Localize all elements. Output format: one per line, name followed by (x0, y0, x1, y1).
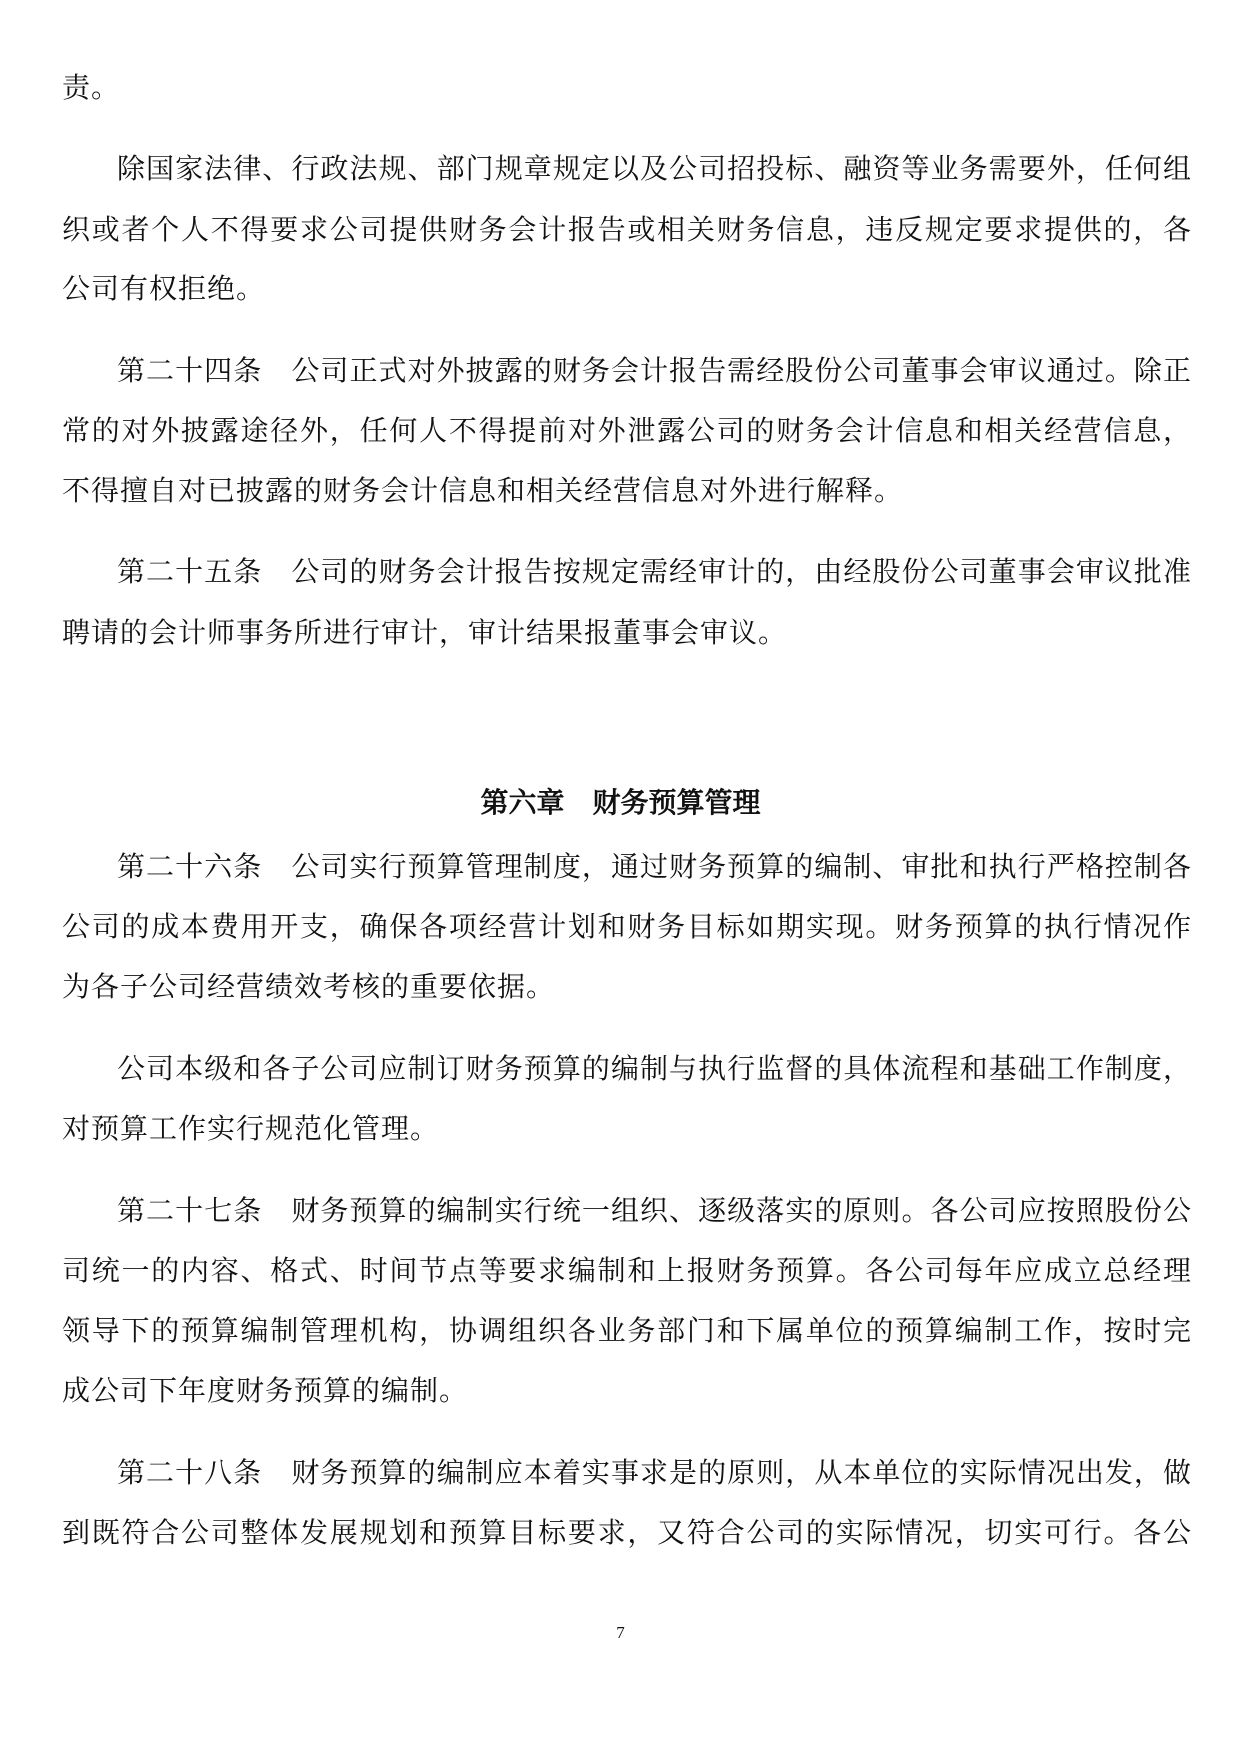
text-line: 成公司下年度财务预算的编制。 (62, 1374, 469, 1407)
text-line: 司统一的内容、格式、时间节点等要求编制和上报财务预算。各公司每年应成立总经理 (62, 1254, 1192, 1287)
text-line: 第二十四条 公司正式对外披露的财务会计报告需经股份公司董事会审议通过。除正 (117, 354, 1192, 387)
text-line: 除国家法律、行政法规、部门规章规定以及公司招投标、融资等业务需要外，任何组 (117, 152, 1192, 185)
text-line: 责。 (62, 71, 121, 104)
text-line: 聘请的会计师事务所进行审计，审计结果报董事会审议。 (62, 616, 788, 649)
text-line: 第二十五条 公司的财务会计报告按规定需经审计的，由经股份公司董事会审议批准 (117, 555, 1192, 588)
text-line: 公司本级和各子公司应制订财务预算的编制与执行监督的具体流程和基础工作制度， (117, 1052, 1192, 1085)
page-number: 7 (616, 1623, 625, 1642)
text-line: 第二十八条 财务预算的编制应本着实事求是的原则，从本单位的实际情况出发，做 (117, 1456, 1192, 1489)
chapter-title: 第六章 财务预算管理 (480, 786, 761, 819)
text-line: 到既符合公司整体发展规划和预算目标要求，又符合公司的实际情况，切实可行。各公 (62, 1516, 1192, 1549)
text-line: 公司的成本费用开支，确保各项经营计划和财务目标如期实现。财务预算的执行情况作 (62, 910, 1192, 943)
text-line: 第二十六条 公司实行预算管理制度，通过财务预算的编制、审批和执行严格控制各 (117, 850, 1192, 883)
text-line: 为各子公司经营绩效考核的重要依据。 (62, 970, 556, 1003)
text-line: 常的对外披露途径外，任何人不得提前对外泄露公司的财务会计信息和相关经营信息， (62, 414, 1192, 447)
text-line: 织或者个人不得要求公司提供财务会计报告或相关财务信息，违反规定要求提供的，各 (62, 213, 1192, 246)
text-line: 不得擅自对已披露的财务会计信息和相关经营信息对外进行解释。 (62, 474, 904, 507)
text-line: 公司有权拒绝。 (62, 272, 266, 305)
text-line: 领导下的预算编制管理机构，协调组织各业务部门和下属单位的预算编制工作，按时完 (62, 1314, 1192, 1347)
text-line: 第二十七条 财务预算的编制实行统一组织、逐级落实的原则。各公司应按照股份公 (117, 1194, 1192, 1227)
text-line: 对预算工作实行规范化管理。 (62, 1112, 440, 1145)
